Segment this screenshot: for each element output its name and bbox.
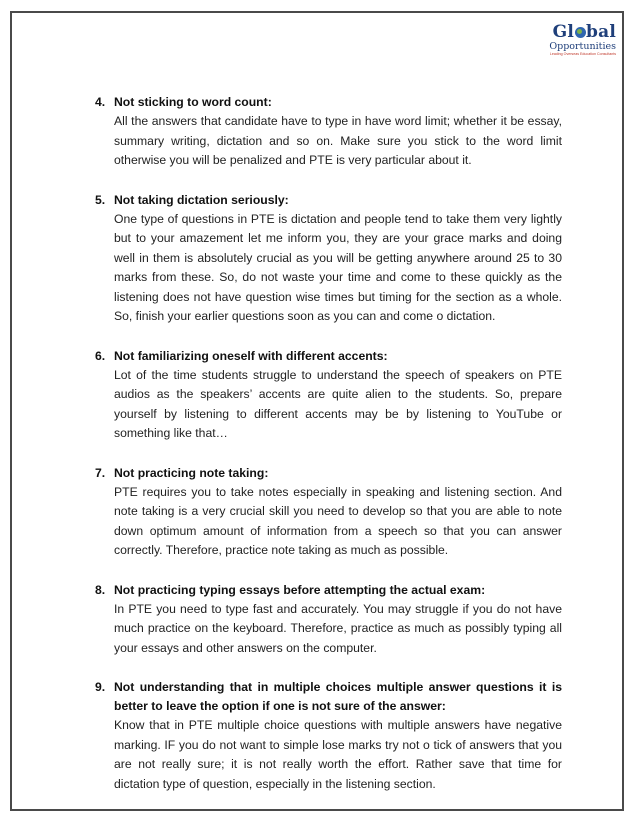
- list-item: [0, 191, 638, 327]
- item-text: One type of questions in PTE is dictation and people tend to take them very lightly but to your amazement let me inform you, they are your grace marks and doing well in them is absolutely crucial as you will be getting anywhere around 25 to 30 marks from these. So, do not waste your time and come to these quickly as the listening does not have question wise times but timing for the section as a whole. So, finish your earlier questions soon as you can and come o dictation.: [114, 211, 562, 323]
- item-text: All the answers that candidate have to type in have word limit; whether it be essay, summary writing, dictation and so on. Make sure you stick to the word limit otherwise you will be penalized and PTE is very particular about it.: [114, 114, 562, 167]
- item-number: 6.: [95, 348, 106, 363]
- mistakes-list: [0, 93, 638, 794]
- list-item: [0, 347, 638, 444]
- item-text: Lot of the time students struggle to understand the speech of speakers on PTE audios as the speakers’ accents are quite alien to the students. So, prepare yourself by listening to different accents may be by listening to YouTube or something like that…: [114, 367, 562, 440]
- item-text: Know that in PTE multiple choice questions with multiple answers have negative marking. IF you do not want to simple lose marks try not o tick of answers that you are not really sure; it is not really worth the effort. Rather save that time for dictation type of question, especially in the listening section.: [114, 718, 562, 791]
- list-item: [0, 464, 638, 561]
- item-heading: Not taking dictation seriously:: [114, 192, 289, 207]
- logo-wordmark: Gl bal: [552, 22, 616, 42]
- globe-icon: [575, 27, 586, 38]
- list-item: [0, 678, 638, 794]
- document-body: [0, 93, 638, 814]
- global-opportunities-logo: [536, 24, 616, 58]
- item-number: 8.: [95, 582, 106, 597]
- item-heading: Not practicing note taking:: [114, 465, 269, 480]
- item-heading: Not familiarizing oneself with different accents:: [114, 348, 388, 363]
- item-number: 5.: [95, 192, 106, 207]
- item-text: PTE requires you to take notes especially in speaking and listening section. And note taking is a very crucial skill you need to develop so that you are able to note down optimum amount of information from a speech so that you can answer correctly. Therefore, practice note taking as much as possible.: [114, 484, 562, 557]
- item-heading: Not understanding that in multiple choices multiple answer questions it is better to leave the option if one is not sure of the answer:: [114, 680, 562, 713]
- item-number: 9.: [95, 680, 106, 694]
- logo-subtitle: Opportunities: [549, 41, 616, 52]
- item-text: In PTE you need to type fast and accurately. You may struggle if you do not have much practice on the keyboard. Therefore, practice as much as possibly typing all your essays and other answers on the computer.: [114, 601, 562, 655]
- item-heading: Not practicing typing essays before attempting the actual exam:: [114, 582, 486, 597]
- list-item: [0, 581, 638, 659]
- item-number: 7.: [95, 465, 106, 480]
- list-item: [0, 93, 638, 171]
- item-heading: Not sticking to word count:: [114, 95, 272, 109]
- item-number: 4.: [95, 95, 106, 109]
- logo-tagline: Leading Overseas Education Consultants: [549, 52, 616, 56]
